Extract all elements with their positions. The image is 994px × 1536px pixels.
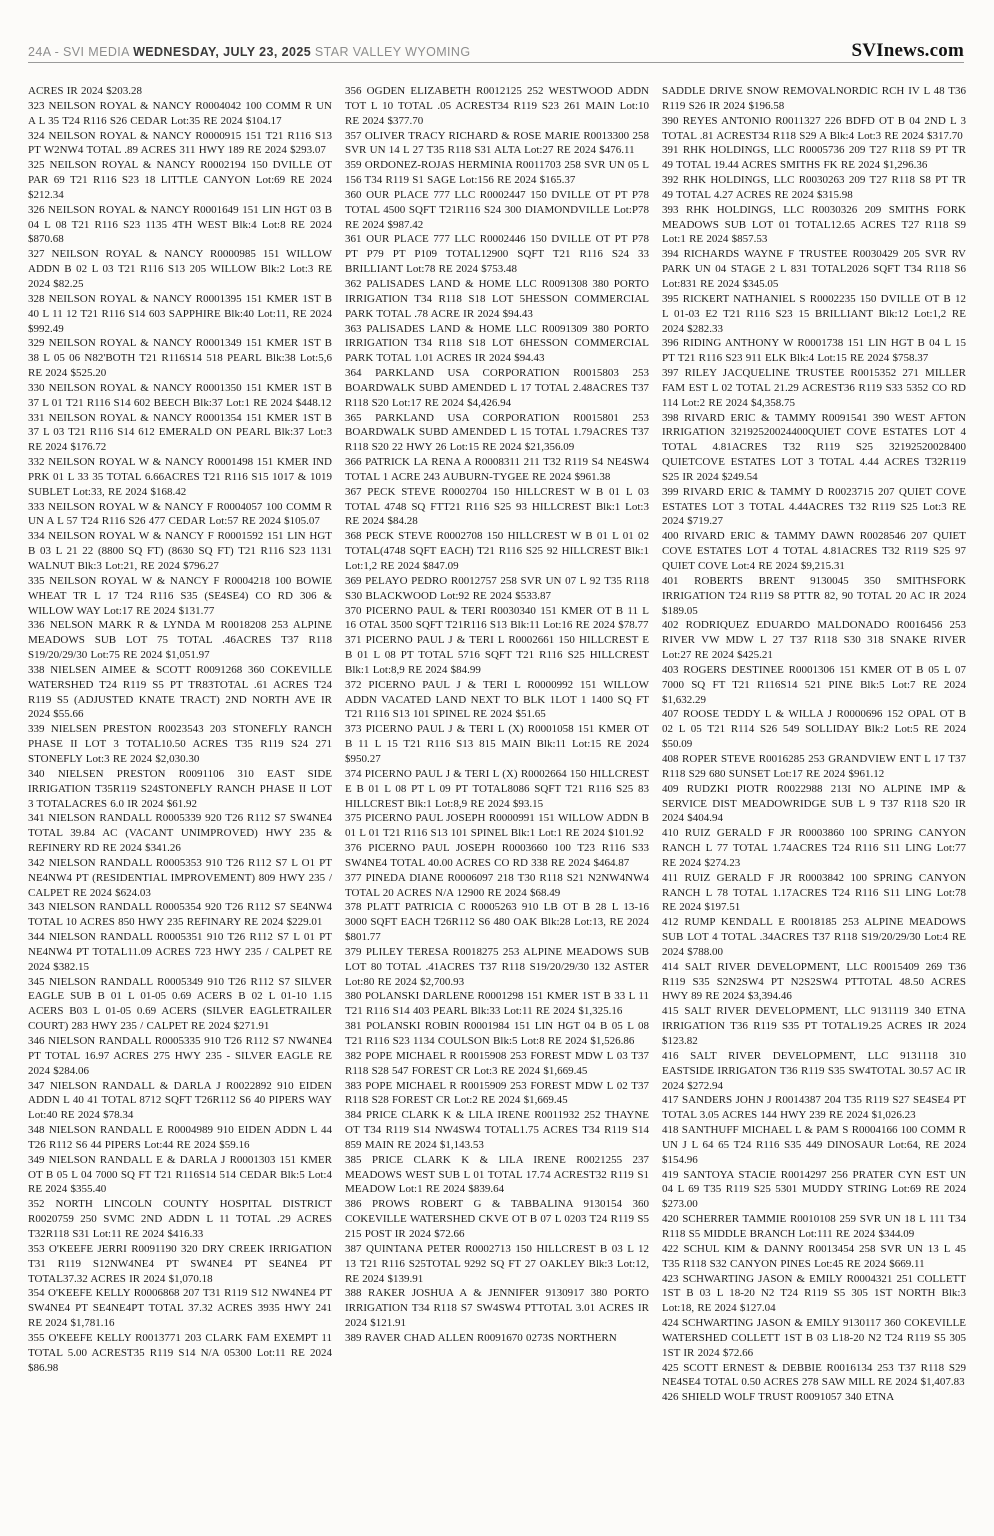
tax-entry: 390 REYES ANTONIO R0011327 226 BDFD OT B 04 2ND L 3 TOTAL .81 ACREST34 R118 S29 A Blk:4 Lot:3 RE 2024 $317.70 — [662, 114, 966, 142]
tax-entry: 373 PICERNO PAUL J & TERI L (X) R0001058 151 KMER OT B 11 L 15 T21 R116 S13 815 MAIN Blk:11 Lot:15 RE 2024 $950.27 — [345, 723, 649, 765]
tax-entry: 374 PICERNO PAUL J & TERI L (X) R0002664 150 HILLCREST E B 01 L 08 PT L 09 PT TOTAL8086 SQFT T21 R116 S25 83 HILLCREST Blk:1 Lot:8,9 RE 2024 $93.15 — [345, 767, 649, 810]
tax-entry: 425 SCOTT ERNEST & DEBBIE R0016134 253 T37 R118 S29 NE4SE4 TOTAL 0.50 ACRES 278 SAW MILL RE 2024 $1,407.83 — [662, 1361, 966, 1389]
tax-entry: 426 SHIELD WOLF TRUST R0091057 340 ETNA — [662, 1391, 895, 1404]
tax-entry: 410 RUIZ GERALD F JR R0003860 100 SPRING CANYON RANCH L 77 TOTAL 1.74ACRES T24 R116 S11 LING Lot:77 RE 2024 $274.23 — [662, 827, 966, 869]
tax-entry: 397 RILEY JACQUELINE TRUSTEE R0015352 271 MILLER FAM EST L 02 TOTAL 21.29 ACREST36 R119 S33 5352 CO RD 114 Lot:2 RE 2024 $4,358.75 — [662, 367, 966, 409]
tax-entry: 396 RIDING ANTHONY W R0001738 151 LIN HGT B 04 L 15 PT T21 R116 S23 911 ELK Blk:4 Lot:15 RE 2024 $758.37 — [662, 337, 966, 365]
tax-entry: 361 OUR PLACE 777 LLC R0002446 150 DVILLE OT PT P78 PT P79 PT P109 TOTAL12900 SQFT T21 R116 S24 33 BRILLIANT Lot:78 RE 2024 $753.48 — [345, 233, 649, 276]
tax-entry: 422 SCHUL KIM & DANNY R0013454 258 SVR UN 13 L 45 T35 R118 S32 CANYON PINES Lot:45 RE 2024 $669.11 — [662, 1242, 966, 1270]
tax-entry: 334 NEILSON ROYAL W & NANCY F R0001592 151 LIN HGT B 03 L 21 22 (8800 SQ FT) (8630 SQ FT) T21 R116 S23 1131 WALNUT Blk:3 Lot:21, RE 2024 $796.27 — [28, 530, 332, 572]
tax-entry: 326 NEILSON ROYAL & NANCY R0001649 151 LIN HGT 03 B 04 L 08 T21 R116 S23 1135 4TH WEST Blk:4 Lot:8 RE 2024 $870.68 — [28, 203, 332, 246]
tax-entry: 384 PRICE CLARK K & LILA IRENE R0011932 252 THAYNE OT T34 R119 S14 NW4SW4 TOTAL1.75 ACRES T34 R119 S14 859 MAIN RE 2024 $1,143.53 — [345, 1109, 649, 1151]
tax-entry: 375 PICERNO PAUL JOSEPH R0000991 151 WILLOW ADDN B 01 L 01 T21 R116 S13 101 SPINEL Blk:1 Lot:1 RE 2024 $101.92 — [345, 812, 649, 840]
tax-entry: 400 RIVARD ERIC & TAMMY DAWN R0028546 207 QUIET COVE ESTATES LOT 4 TOTAL 4.81ACRES T32 R119 S25 97 QUIET COVE Lot:4 RE 2024 $9,215.31 — [662, 530, 966, 572]
tax-entry: 328 NEILSON ROYAL & NANCY R0001395 151 KMER 1ST B 40 L 11 12 T21 R116 S14 603 SAPPHIRE Blk:40 Lot:11, RE 2024 $992.49 — [28, 292, 332, 335]
site-wordmark: SVInews.com — [851, 40, 964, 61]
tax-entry: 325 NEILSON ROYAL & NANCY R0002194 150 DVILLE OT PAR 69 T21 R116 S23 18 LITTLE CANYON Lot:69 RE 2024 $212.34 — [28, 159, 332, 201]
tax-entry: 416 SALT RIVER DEVELOPMENT, LLC 9131118 310 EASTSIDE IRRIGATON T36 R119 S35 SW4TOTAL 30.57 AC IR 2024 $272.94 — [662, 1049, 966, 1092]
tax-entry: 367 PECK STEVE R0002704 150 HILLCREST W B 01 L 03 TOTAL 4748 SQ FTT21 R116 S25 93 HILLCREST Blk:1 Lot:3 RE 2024 $84.28 — [345, 485, 649, 528]
tax-entry: 393 RHK HOLDINGS, LLC R0030326 209 SMITHS FORK MEADOWS SUB LOT 01 TOTAL12.65 ACRES T27 R118 S9 Lot:1 RE 2024 $857.53 — [662, 203, 966, 246]
tax-entry: 411 RUIZ GERALD F JR R0003842 100 SPRING CANYON RANCH L 78 TOTAL 1.17ACRES T24 R116 S11 LING Lot:78 RE 2024 $197.51 — [662, 871, 966, 914]
page-edition-label: 24A - SVI MEDIA — [28, 45, 130, 59]
tax-entry: 323 NEILSON ROYAL & NANCY R0004042 100 COMM R UN A L 35 T24 R116 S26 CEDAR Lot:35 RE 2024 $104.17 — [28, 99, 332, 127]
tax-entry: 408 ROPER STEVE R0016285 253 GRANDVIEW ENT L 17 T37 R118 S29 680 SUNSET Lot:17 RE 2024 $961.12 — [662, 752, 966, 780]
tax-entry: 354 O'KEEFE KELLY R0006868 207 T31 R119 S12 NW4NE4 PT SW4NE4 PT SE4NE4PT TOTAL 37.32 ACRES 3935 HWY 241 RE 2024 $1,781.16 — [28, 1287, 332, 1330]
page-region: STAR VALLEY WYOMING — [314, 45, 471, 59]
tax-entry: 357 OLIVER TRACY RICHARD & ROSE MARIE R0013300 258 SVR UN 14 L 27 T35 R118 S31 ALTA Lot:27 RE 2024 $476.11 — [345, 129, 649, 157]
tax-entry: 402 RODRIQUEZ EDUARDO MALDONADO R0016456 253 RIVER VW MDW L 27 T37 R118 S30 318 SNAKE RIVER Lot:27 RE 2024 $425.21 — [662, 619, 966, 662]
page-date: WEDNESDAY, JULY 23, 2025 — [133, 45, 312, 59]
tax-entry: 368 PECK STEVE R0002708 150 HILLCREST W B 01 L 01 02 TOTAL(4748 SQFT EACH) T21 R116 S25 92 HILLCREST Blk:1 Lot:1,2 RE 2024 $847.09 — [345, 530, 649, 572]
tax-entry: 415 SALT RIVER DEVELOPMENT, LLC 9131119 340 ETNA IRRIGATION T36 R119 S35 PT TOTAL19.25 ACRES IR 2024 $123.82 — [662, 1005, 966, 1047]
tax-entry: 372 PICERNO PAUL J & TERI L R0000992 151 WILLOW ADDN VACATED LAND NEXT TO BLK 1LOT 1 1400 SQ FT T21 R116 S13 101 SPINEL RE 2024 $51.65 — [345, 678, 649, 721]
tax-entry: 331 NEILSON ROYAL & NANCY R0001354 151 KMER 1ST B 37 L 03 T21 R116 S14 612 EMERALD ON PEARL Blk:37 Lot:3 RE 2024 $176.72 — [28, 411, 332, 454]
tax-entry: 359 ORDONEZ-ROJAS HERMINIA R0011703 258 SVR UN 05 L 156 T34 R119 S1 SAGE Lot:156 RE 2024 $165.37 — [345, 159, 649, 187]
tax-entry: 385 PRICE CLARK K & LILA IRENE R0021255 237 MEADOWS WEST SUB L 01 TOTAL 17.74 ACREST32 R119 S1 MEADOW Lot:1 RE 2024 $839.64 — [345, 1153, 649, 1196]
tax-entry: 395 RICKERT NATHANIEL S R0002235 150 DVILLE OT B 12 L 01-03 E2 T21 R116 S23 15 BRILLIANT Blk:12 Lot:1,2 RE 2024 $282.33 — [662, 292, 966, 335]
notice-column-1 — [28, 84, 332, 1405]
tax-entry: ACRES IR 2024 $203.28 — [28, 85, 142, 97]
page-header — [28, 40, 964, 62]
tax-entry: 332 NEILSON ROYAL W & NANCY R0001498 151 KMER IND PRK 01 L 33 35 TOTAL 6.66ACRES T21 R116 S15 1017 & 1019 SUBLET Lot:33, RE 2024 $168.42 — [28, 456, 332, 498]
tax-entry: 343 NIELSON RANDALL R0005354 920 T26 R112 S7 SE4NW4 TOTAL 10 ACRES 850 HWY 235 REFINARY RE 2024 $229.01 — [28, 901, 332, 929]
tax-entry: 388 RAKER JOSHUA A & JENNIFER 9130917 380 PORTO IRRIGATION T34 R118 S7 SW4SW4 PTTOTAL 3.01 ACRES IR 2024 $121.91 — [345, 1287, 649, 1330]
tax-entry: 364 PARKLAND USA CORPORATION R0015803 253 BOARDWALK SUBD AMENDED L 17 TOTAL 2.48ACRES T37 R118 S20 Lot:17 RE 2024 $4,426.94 — [345, 367, 649, 409]
tax-entry: 369 PELAYO PEDRO R0012757 258 SVR UN 07 L 92 T35 R118 S30 BLACKWOOD Lot:92 RE 2024 $533.87 — [345, 574, 649, 602]
tax-entry: 398 RIVARD ERIC & TAMMY R0091541 390 WEST AFTON IRRIGATION 32192520024400QUIET COVE ESTATES LOT 4 TOTAL 4.81ACRES T32 R119 S25 32192520028400 QUIETCOVE ESTATES LOT 3 TOTAL 4.44 ACRES T32R119 S25 IR 2024 $249.54 — [662, 411, 966, 483]
tax-entry: 376 PICERNO PAUL JOSEPH R0003660 100 T23 R116 S33 SW4NE4 TOTAL 40.00 ACRES CO RD 338 RE 2024 $464.87 — [345, 842, 649, 869]
tax-entry: 339 NIELSEN PRESTON R0023543 203 STONEFLY RANCH PHASE II LOT 3 TOTAL10.50 ACRES T35 R119 S24 271 STONEFLY Lot:3 RE 2024 $2,030.30 — [28, 723, 332, 765]
tax-entry: 412 RUMP KENDALL E R0018185 253 ALPINE MEADOWS SUB LOT 4 TOTAL .34ACRES T37 R118 S19/20/29/30 Lot:4 RE 2024 $788.00 — [662, 916, 966, 958]
tax-entry: 399 RIVARD ERIC & TAMMY D R0023715 207 QUIET COVE ESTATES LOT 3 TOTAL 4.44ACRES T32 R119 S25 Lot:3 RE 2024 $719.27 — [662, 485, 966, 528]
tax-entry: 394 RICHARDS WAYNE F TRUSTEE R0030429 205 SVR RV PARK UN 04 STAGE 2 L 831 TOTAL2026 SQFT T34 R118 S6 Lot:831 RE 2024 $345.05 — [662, 248, 966, 290]
tax-entry: 419 SANTOYA STACIE R0014297 256 PRATER CYN EST UN 04 L 69 T35 R119 S25 5301 MUDDY STRING Lot:69 RE 2024 $273.00 — [662, 1168, 966, 1211]
tax-entry: 352 NORTH LINCOLN COUNTY HOSPITAL DISTRICT R0020759 250 SVMC 2ND ADDN L 11 TOTAL .29 ACRES T32R118 S31 Lot:11 RE 2024 $416.33 — [28, 1198, 332, 1240]
tax-entry: 341 NIELSON RANDALL R0005339 920 T26 R112 S7 SW4NE4 TOTAL 39.84 AC (VACANT UNIMPROVED) HWY 235 & REFINERY RD RE 2024 $341.26 — [28, 812, 332, 855]
tax-entry: 362 PALISADES LAND & HOME LLC R0091308 380 PORTO IRRIGATION T34 R118 S18 LOT 5HESSON COMMERCIAL PARK TOTAL .78 ACRE IR 2024 $94.43 — [345, 277, 649, 320]
tax-entry: 348 NIELSON RANDALL E R0004989 910 EIDEN ADDN L 44 T26 R112 S6 44 PIPERS Lot:44 RE 2024 $59.16 — [28, 1124, 332, 1151]
tax-entry: 389 RAVER CHAD ALLEN R0091670 0273S NORTHERN — [345, 1331, 617, 1344]
tax-entry: 345 NIELSON RANDALL R0005349 910 T26 R112 S7 SILVER EAGLE SUB B 01 L 01-05 0.69 ACERS B 02 L 01-10 1.15 ACERS B03 L 01-05 0.69 ACERS (SILVER EAGLETRAILER COURT) 283 HWY 235 / CALPET RE 2024 $271.91 — [28, 975, 332, 1033]
tax-entry: 330 NEILSON ROYAL & NANCY R0001350 151 KMER 1ST B 37 L 01 T21 R116 S14 602 BEECH Blk:37 Lot:1 RE 2024 $448.12 — [28, 381, 332, 409]
tax-entry: 360 OUR PLACE 777 LLC R0002447 150 DVILLE OT PT P78 TOTAL 4500 SQFT T21R116 S24 300 DIAMONDVILLE Lot:P78 RE 2024 $987.42 — [345, 188, 649, 231]
header-rule — [28, 62, 964, 63]
tax-entry: 338 NIELSEN AIMEE & SCOTT R0091268 360 COKEVILLE WATERSHED T24 R119 S5 PT TR83TOTAL .61 ACRES T24 R119 S5 (ADJUSTED KNATE TRACT) 2ND NORTH AVE IR 2024 $55.66 — [28, 663, 332, 721]
tax-entry: 379 PLILEY TERESA R0018275 253 ALPINE MEADOWS SUB LOT 80 TOTAL .41ACRES T37 R118 S19/20/29/30 132 ASTER Lot:80 RE 2024 $2,700.93 — [345, 945, 649, 988]
tax-entry: 353 O'KEEFE JERRI R0091190 320 DRY CREEK IRRIGATION T31 R119 S12NW4NE4 PT SW4NE4 PT SE4NE4 PT TOTAL37.32 ACRES IR 2024 $1,070.18 — [28, 1242, 332, 1285]
tax-entry: 391 RHK HOLDINGS, LLC R0005736 209 T27 R118 S9 PT TR 49 TOTAL 19.44 ACRES SMITHS FK RE 2024 $1,296.36 — [662, 144, 966, 172]
tax-entry: 324 NEILSON ROYAL & NANCY R0000915 151 T21 R116 S13 PT W2NW4 TOTAL .89 ACRES 311 HWY 189 RE 2024 $293.07 — [28, 129, 332, 157]
tax-entry: 363 PALISADES LAND & HOME LLC R0091309 380 PORTO IRRIGATION T34 R118 S18 LOT 6HESSON COMMERCIAL PARK TOTAL 1.01 ACRES IR 2024 $94.43 — [345, 322, 649, 365]
tax-entry: 407 ROOSE TEDDY L & WILLA J R0000696 152 OPAL OT B 02 L 05 T21 R114 S26 549 SOLLIDAY Blk:2 Lot:5 RE 2024 $50.09 — [662, 708, 966, 751]
tax-entry: 340 NIELSEN PRESTON R0091106 310 EAST SIDE IRRIGATION T35R119 S24STONEFLY RANCH PHASE II LOT 3 TOTALACRES 6.0 IR 2024 $61.92 — [28, 767, 332, 810]
tax-entry: 403 ROGERS DESTINEE R0001306 151 KMER OT B 05 L 07 7000 SQ FT T21 R116S14 521 PINE Blk:5 Lot:7 RE 2024 $1,632.29 — [662, 663, 966, 706]
notice-column-3 — [662, 84, 966, 1405]
page-header-left — [28, 45, 470, 59]
tax-entry: 378 PLATT PATRICIA C R0005263 910 LB OT B 28 L 13-16 3000 SQFT EACH T26R112 S6 480 OAK Blk:28 Lot:13, RE 2024 $801.77 — [345, 901, 649, 944]
tax-entry: 347 NIELSON RANDALL & DARLA J R0022892 910 EIDEN ADDN L 40 41 TOTAL 8712 SQFT T26R112 S6 40 PIPERS WAY Lot:40 RE 2024 $78.34 — [28, 1079, 332, 1122]
tax-entry: 349 NIELSON RANDALL E & DARLA J R0001303 151 KMER OT B 05 L 04 7000 SQ FT T21 R116S14 514 CEDAR Blk:5 Lot:4 RE 2024 $355.40 — [28, 1153, 332, 1196]
tax-entry: 418 SANTHUFF MICHAEL L & PAM S R0004166 100 COMM R UN J L 64 65 T24 R116 S35 449 DINOSAUR Lot:64, RE 2024 $154.96 — [662, 1124, 966, 1166]
tax-entry: 333 NEILSON ROYAL W & NANCY F R0004057 100 COMM R UN A L 57 T24 R116 S26 477 CEDAR Lot:57 RE 2024 $105.07 — [28, 500, 332, 528]
tax-entry: 417 SANDERS JOHN J R0014387 204 T35 R119 S27 SE4SE4 PT TOTAL 3.05 ACRES 144 HWY 239 RE 2024 $1,026.23 — [662, 1094, 966, 1122]
tax-entry: 329 NEILSON ROYAL & NANCY R0001349 151 KMER 1ST B 38 L 05 06 N82'BOTH T21 R116S14 518 PEARL Blk:38 Lot:5,6 RE 2024 $525.20 — [28, 337, 332, 380]
tax-entry: 370 PICERNO PAUL & TERI R0030340 151 KMER OT B 11 L 16 OTAL 3500 SQFT T21R116 S13 Blk:11 Lot:16 RE 2024 $78.77 — [345, 604, 649, 632]
tax-entry: 346 NIELSON RANDALL R0005335 910 T26 R112 S7 NW4NE4 PT TOTAL 16.97 ACRES 275 HWY 235 - SILVER EAGLE RE 2024 $284.06 — [28, 1035, 332, 1077]
tax-entry: 342 NIELSON RANDALL R0005353 910 T26 R112 S7 L O1 PT NE4NW4 PT (RESIDENTIAL IMPROVEMENT) 809 HWY 235 / CALPET RE 2024 $624.03 — [28, 856, 332, 899]
tax-entry: 335 NEILSON ROYAL W & NANCY F R0004218 100 BOWIE WHEAT TR L 17 T24 R116 S35 (SE4SE4) CO RD 306 & WILLOW WAY Lot:17 RE 2024 $131.77 — [28, 574, 332, 617]
tax-entry: 386 PROWS ROBERT G & TABBALINA 9130154 360 COKEVILLE WATERSHED CKVE OT B 07 L 0203 T24 R119 S5 215 POST IR 2024 $72.66 — [345, 1198, 649, 1240]
tax-entry: 377 PINEDA DIANE R0006097 218 T30 R118 S21 N2NW4NW4 TOTAL 20 ACRES N/A 12900 RE 2024 $68.49 — [345, 871, 649, 899]
tax-entry: 356 OGDEN ELIZABETH R0012125 252 WESTWOOD ADDN TOT L 10 TOTAL .05 ACREST34 R119 S23 261 MAIN Lot:10 RE 2024 $377.70 — [345, 85, 649, 127]
tax-entry: 420 SCHERRER TAMMIE R0010108 259 SVR UN 18 L 111 T34 R118 S5 MIDDLE BRANCH Lot:111 RE 2024 $344.09 — [662, 1213, 966, 1240]
tax-entry: 336 NELSON MARK R & LYNDA M R0018208 253 ALPINE MEADOWS SUB LOT 75 TOTAL .46ACRES T37 R118 S19/20/29/30 Lot:75 RE 2024 $1,051.97 — [28, 619, 332, 662]
tax-entry: 382 POPE MICHAEL R R0015908 253 FOREST MDW L 03 T37 R118 S28 547 FOREST CR Lot:3 RE 2024 $1,669.45 — [345, 1049, 649, 1077]
tax-entry: 424 SCHWARTING JASON & EMILY 9130117 360 COKEVILLE WATERSHED COLLETT 1ST B 03 L18-20 N2 T24 R119 S5 305 1ST IR 2024 $72.66 — [662, 1317, 966, 1359]
tax-entry: 344 NIELSON RANDALL R0005351 910 T26 R112 S7 L 01 PT NE4NW4 PT TOTAL11.09 ACRES 723 HWY 235 / CALPET RE 2024 $382.15 — [28, 931, 332, 973]
tax-entry: 401 ROBERTS BRENT 9130045 350 SMITHSFORK IRRIGATION T24 R119 S8 PTTR 82, 90 TOTAL 20 AC IR 2024 $189.05 — [662, 574, 966, 617]
notices-columns — [28, 84, 966, 1405]
tax-entry: 327 NEILSON ROYAL & NANCY R0000985 151 WILLOW ADDN B 02 L 03 T21 R116 S13 205 WILLOW Blk:2 Lot:3 RE 2024 $82.25 — [28, 248, 332, 290]
tax-entry: 423 SCHWARTING JASON & EMILY R0004321 251 COLLETT 1ST B 03 L 18-20 N2 T24 R119 S5 305 1ST NORTH Blk:3 Lot:18, RE 2024 $127.04 — [662, 1272, 966, 1315]
tax-entry: 392 RHK HOLDINGS, LLC R0030263 209 T27 R118 S8 PT TR 49 TOTAL 4.27 ACRES RE 2024 $315.98 — [662, 174, 966, 201]
tax-entry: SADDLE DRIVE SNOW REMOVALNORDIC RCH IV L 48 T36 R119 S26 IR 2024 $196.58 — [662, 85, 966, 112]
tax-entry: 383 POPE MICHAEL R R0015909 253 FOREST MDW L 02 T37 R118 S28 FOREST CR Lot:2 RE 2024 $1,669.45 — [345, 1079, 649, 1107]
tax-entry: 381 POLANSKI ROBIN R0001984 151 LIN HGT 04 B 05 L 08 T21 R116 S23 1134 COULSON Blk:5 Lot:8 RE 2024 $1,526.86 — [345, 1020, 649, 1047]
tax-entry: 414 SALT RIVER DEVELOPMENT, LLC R0015409 269 T36 R119 S35 S2N2SW4 PT N2S2SW4 PTTOTAL 48.50 ACRES HWY 89 RE 2024 $3,394.46 — [662, 960, 966, 1003]
tax-entry: 371 PICERNO PAUL J & TERI L R0002661 150 HILLCREST E B 01 L 08 PT TOTAL 5716 SQFT T21 R116 S25 HILLCREST Blk:1 Lot:8,9 RE 2024 $84.99 — [345, 634, 649, 676]
tax-entry: 387 QUINTANA PETER R0002713 150 HILLCREST B 03 L 12 13 T21 R116 S25TOTAL 9292 SQ FT 27 OAKLEY Blk:3 Lot:12, RE 2024 $139.91 — [345, 1242, 649, 1285]
notice-column-2 — [345, 84, 649, 1405]
tax-entry: 366 PATRICK LA RENA A R0008311 211 T32 R119 S4 NE4SW4 TOTAL 1 ACRE 243 AUBURN-TYGEE RE 2024 $961.38 — [345, 456, 649, 483]
tax-entry: 365 PARKLAND USA CORPORATION R0015801 253 BOARDWALK SUBD AMENDED L 15 TOTAL 1.79ACRES T37 R118 S20 22 HWY 26 Lot:15 RE 2024 $21,356.09 — [345, 411, 649, 454]
tax-entry: 409 RUDZKI PIOTR R0022988 213I NO ALPINE IMP & SERVICE DIST MEADOWRIDGE SUB L 9 T37 R118 S20 IR 2024 $404.94 — [662, 782, 966, 825]
tax-entry: 380 POLANSKI DARLENE R0001298 151 KMER 1ST B 33 L 11 T21 R116 S14 403 PEARL Blk:33 Lot:11 RE 2024 $1,325.16 — [345, 990, 649, 1018]
tax-entry: 355 O'KEEFE KELLY R0013771 203 CLARK FAM EXEMPT 11 TOTAL 5.00 ACREST35 R119 S14 N/A 05300 Lot:11 RE 2024 $86.98 — [28, 1331, 332, 1374]
